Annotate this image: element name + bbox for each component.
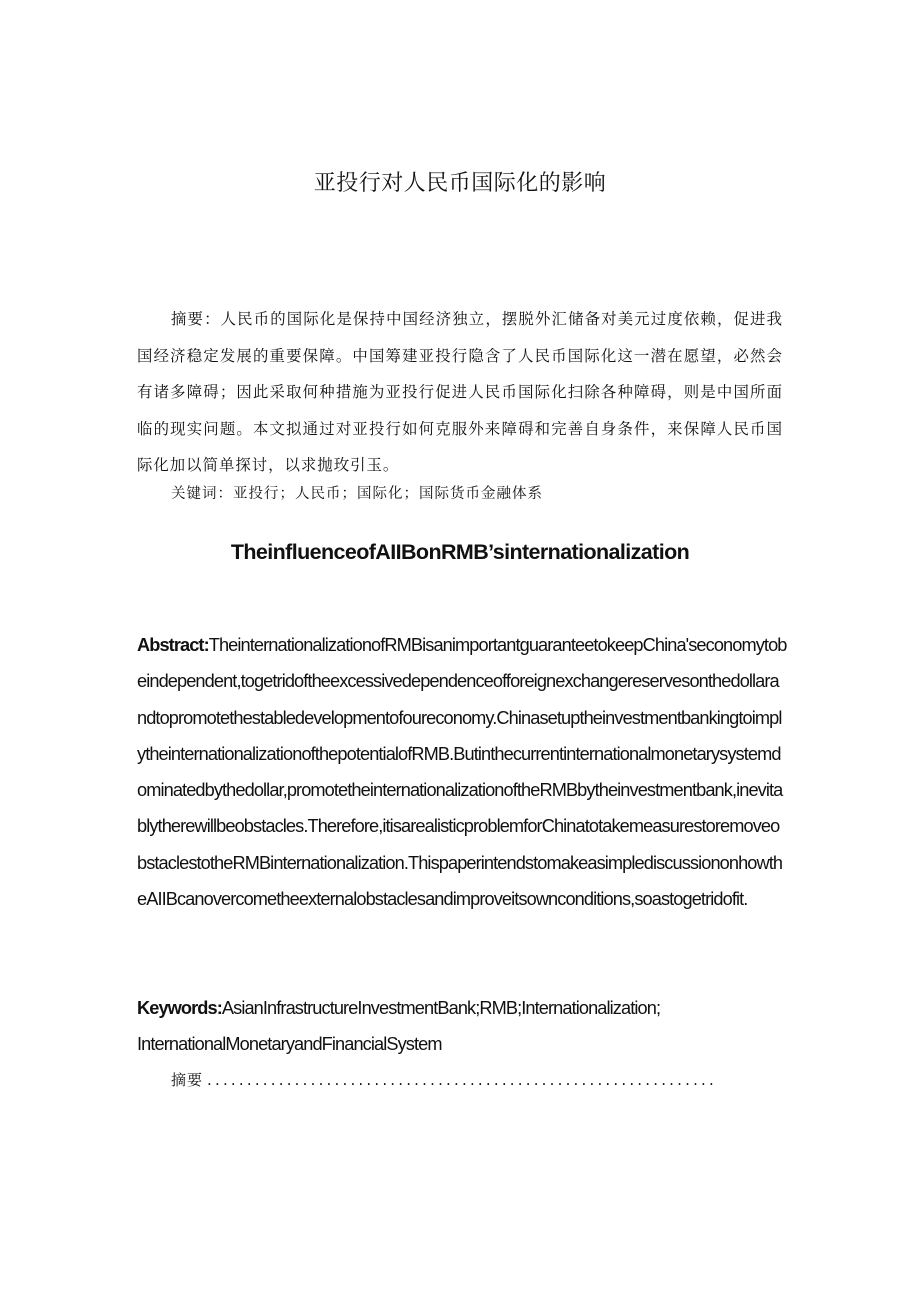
chinese-keywords: 关键词：亚投行；人民币；国际化；国际货币金融体系 — [171, 486, 543, 502]
english-abstract — [137, 627, 787, 917]
keywords-line-2: InternationalMonetaryandFinancialSystem — [137, 1034, 442, 1055]
toc-leader-dots: ................................................................ — [207, 1071, 717, 1089]
english-keywords — [137, 990, 787, 1063]
keywords-line-1 — [137, 990, 787, 1026]
english-title: TheinfluenceofAIIBonRMB’sinternationalization — [230, 540, 690, 564]
chinese-abstract: 摘要：人民币的国际化是保持中国经济独立，摆脱外汇储备对美元过度依赖，促进我国经济稳定发展的重要保障。中国筹建亚投行隐含了人民币国际化这一潜在愿望，必然会有诸多障碍；因此采取何种措施为亚投行促进人民币国际化扫除各种障碍，则是中国所面临的现实问题。本文拟通过对亚投行如何克服外来障碍和完善自身条件，来保障人民币国际化加以简单探讨，以求抛玫引玉。 — [137, 310, 783, 475]
toc-entry[interactable] — [171, 1066, 717, 1094]
chinese-title: 亚投行对人民币国际化的影响 — [313, 171, 607, 196]
abstract-text: TheinternationalizationofRMBisanimportantguaranteetokeepChina'seconomytobeindependent,togetridoftheexcessivedependenceofforeignexchangereservesonthedollarandtopromotethestabledevelopmentofoureconomy.ChinasetuptheinvestmentbankingtoimplytheinternationalizationofthepotentialofRMB.Butinthecurrentinternationalmonetarysystemdominatedbythedollar,promotetheinternationalizationoftheRMBbytheinvestmentbank,inevitablytherewillbeobstacles.Therefore,itisarealisticproblemforChinatotakemeasurestoremoveobstaclestotheRMBinternationalization.ThispaperintendstomakeasimplediscussiononhowtheAIIBcanovercometheexternalobstaclesandimproveitsownconditions,soastogetridofit. — [137, 635, 787, 910]
toc-label: 摘要 — [171, 1071, 204, 1089]
keywords-text-1: AsianInfrastructureInvestmentBank;RMB;Internationalization; — [221, 998, 661, 1018]
abstract-label: Abstract: — [137, 635, 209, 655]
keywords-label: Keywords: — [137, 998, 222, 1018]
